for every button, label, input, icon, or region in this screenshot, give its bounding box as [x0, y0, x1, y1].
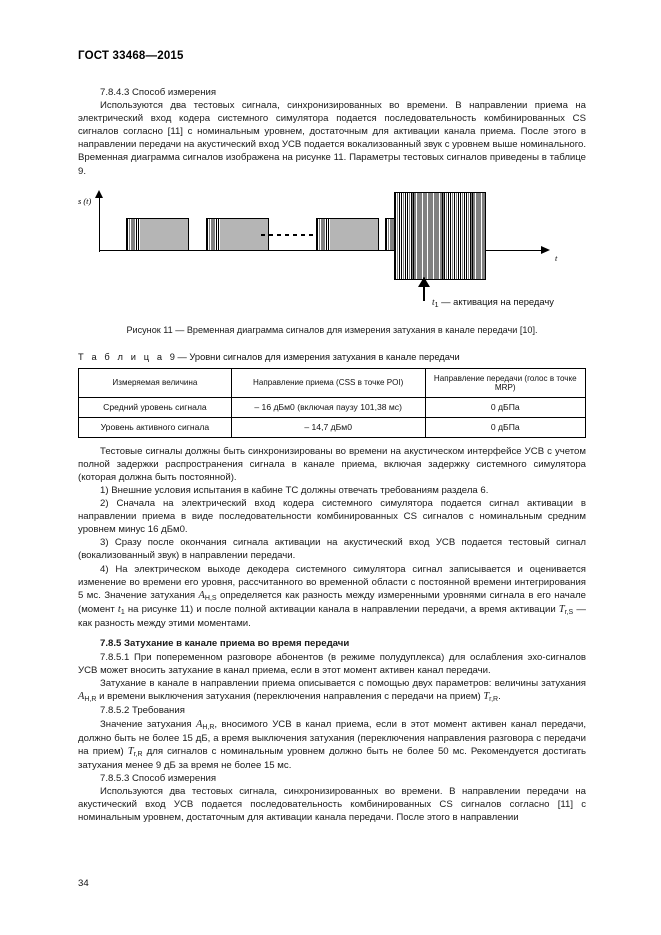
- variable-a-hr-2-subscript: H,R: [202, 723, 215, 731]
- section-7853-title: 7.8.5.3 Способ измерения: [100, 772, 217, 784]
- list-item-4-text-c: на рисунке 11) и после полной активации канала в направлении передачи, а время активации: [124, 603, 559, 615]
- activation-signal-block: [394, 192, 486, 280]
- figure-11-caption: Рисунок 11 — Временная диаграмма сигналов для измерения затухания в канале передачи [10].: [126, 324, 538, 335]
- figure-x-axis-label: t: [555, 253, 558, 263]
- table-cell: – 14,7 дБм0: [231, 417, 425, 437]
- variable-t1: t: [117, 603, 121, 615]
- page-header: ГОСТ 33468—2015: [78, 50, 184, 62]
- section-7852-title: 7.8.5.2 Требования: [100, 705, 185, 717]
- section-7851-text-a: Затухание в канале в направлении приема описывается с помощью двух параметров: величины затухания: [100, 678, 586, 690]
- table-9-number: 9: [169, 351, 175, 362]
- section-7853-body: Используются два тестовых сигнала, синхронизированных во времени. В направлении передачи на акустический вход УСВ подается последовательность комбинированных CS сигналов согласно [11] с номинальным уровнем, достаточным для активации канала передачи. После этого в направлении: [78, 786, 586, 824]
- section-7851-paragraph-2: [78, 677, 586, 704]
- section-7851-text-b: и времени выключения затухания (переключения направления с передачи на прием): [96, 691, 484, 703]
- table-cell: 0 дБПа: [425, 397, 585, 417]
- table-cell: – 16 дБм0 (включая паузу 101,38 мс): [231, 397, 425, 417]
- table-9: [78, 368, 586, 438]
- variable-a-hr-2: A: [195, 718, 203, 730]
- section-7851-text-c: .: [498, 691, 501, 703]
- t1-symbol: t: [432, 297, 435, 308]
- figure-x-axis-arrow-icon: [541, 246, 550, 254]
- table-9-title-prefix: Т а б л и ц а: [78, 351, 165, 362]
- figure-y-axis-label: s (t): [78, 196, 92, 206]
- variable-a-hs: A: [198, 589, 205, 601]
- t1-annotation: [432, 296, 554, 308]
- variable-t-rr-subscript: r,R: [489, 696, 499, 704]
- paragraph-after-table: Тестовые сигналы должны быть синхронизированы во времени на акустическом интерфейсе УСВ с учетом полной задержки распространения сигнала в канале приема, включая задержку системного симулятора (которая должна быть постоянной).: [78, 445, 586, 483]
- variable-a-hr: A: [78, 691, 85, 703]
- list-item-4-text-d: — как разность между этими моментами.: [78, 603, 586, 629]
- table-cell: Уровень активного сигнала: [79, 417, 232, 437]
- page-number: 34: [78, 878, 89, 889]
- variable-t-rr-2: T: [127, 745, 134, 757]
- burst-noise-segment: [207, 219, 220, 250]
- variable-t1-subscript: 1: [120, 608, 125, 616]
- figure-y-axis: [99, 196, 100, 252]
- section-785-title: 7.8.5 Затухание в канале приема во время передачи: [100, 637, 350, 649]
- table-header-cell: Направление приема (CSS в точке POI): [231, 368, 425, 397]
- list-item-4: [78, 563, 586, 630]
- figure-11: [78, 188, 586, 316]
- list-item-2: 2) Сначала на электрический вход кодера системного симулятора подается сигнал активации в направлении приема в виде последовательности комбинированных CS сигналов с номинальным средним уровнем минус 16 дБм0.: [78, 498, 586, 536]
- table-9-title-text: — Уровни сигналов для измерения затухания в канале передачи: [177, 351, 460, 362]
- list-item-1: 1) Внешние условия испытания в кабине ТС должны отвечать требованиям раздела 6.: [100, 484, 489, 496]
- t1-marker-arrow-icon: [418, 277, 430, 287]
- variable-t-rs: T: [558, 603, 565, 615]
- variable-a-hr-subscript: H,R: [84, 696, 97, 704]
- signal-burst: [126, 218, 189, 251]
- section-7851-paragraph-1: 7.8.5.1 При попеременном разговоре абонентов (в режиме полудуплекса) для ослабления эхо-сигналов УСВ может вносить затухание в канал приема, если в этот момент активен канал передачи.: [78, 652, 586, 677]
- variable-t-rs-subscript: r,S: [564, 608, 574, 616]
- table-9-title: [78, 352, 586, 362]
- burst-noise-segment: [317, 219, 330, 250]
- table-header-row: [79, 368, 586, 397]
- t1-subscript: 1: [434, 301, 439, 309]
- table-cell: Средний уровень сигнала: [79, 397, 232, 417]
- list-item-3: 3) Сразу после окончания сигнала активации на акустический вход УСВ подается тестовый сигнал (вокализованный звук) в направлении передачи.: [78, 537, 586, 562]
- table-cell: 0 дБПа: [425, 417, 585, 437]
- list-item-4-text-b: определяется как разность между измеренными уровнями сигнала в его начале (момент: [78, 589, 586, 615]
- signal-burst: [206, 218, 269, 251]
- section-7843-title: 7.8.4.3 Способ измерения: [100, 87, 217, 98]
- ellipsis-dots: [261, 234, 317, 236]
- section-7852-text-b: , вносимого УСВ в канал приема, если в этот момент активен канал передачи, должно быть не более 15 дБ, а время выключения затухания (переключения направления разговора с передачи на прием): [78, 718, 586, 757]
- t1-note-text: — активация на передачу: [438, 295, 554, 307]
- figure-y-axis-arrow-icon: [95, 190, 103, 198]
- burst-noise-segment: [127, 219, 140, 250]
- variable-a-hs-subscript: H,S: [204, 594, 217, 602]
- list-item-4-text-a: 4) На электрическом выходе декодера системного симулятора сигнал записывается и оценивается изменение во времени его уровня, рассчитанного во временной области с постоянной времени интегрирования 5 мс. Значение затухания: [78, 563, 586, 601]
- variable-t-rr: T: [483, 691, 490, 703]
- section-7852-text-c: для сигналов с номинальным уровнем должно быть не более 50 мс. Рекомендуется достигать затухания менее 9 дБ за время не более 15 мс.: [78, 745, 586, 771]
- variable-t-rr-2-subscript: r,R: [133, 750, 143, 758]
- table-row: [79, 417, 586, 437]
- table-row: [79, 397, 586, 417]
- section-7852-text-a: Значение затухания: [100, 718, 196, 730]
- table-header-cell: Направление передачи (голос в точке MRP): [425, 368, 585, 397]
- page-content: [78, 86, 586, 824]
- section-7843-body: Используются два тестовых сигнала, синхронизированных во времени. В направлении приема на электрический вход кодера системного симулятора подается последовательность комбинированных CS сигналов согласно [11] с номинальным уровнем, достаточным для активации канала приема. После этого в направлении передачи на акустический вход УСВ подается вокализованный звук с уровнем выше номинального. Временная диаграмма сигналов изображена на рисунке 11. Параметры тестовых сигналов приведены в таблице 9.: [78, 100, 586, 177]
- table-header-cell: Измеряемая величина: [79, 368, 232, 397]
- section-7852-body: [78, 718, 586, 772]
- signal-burst: [316, 218, 379, 251]
